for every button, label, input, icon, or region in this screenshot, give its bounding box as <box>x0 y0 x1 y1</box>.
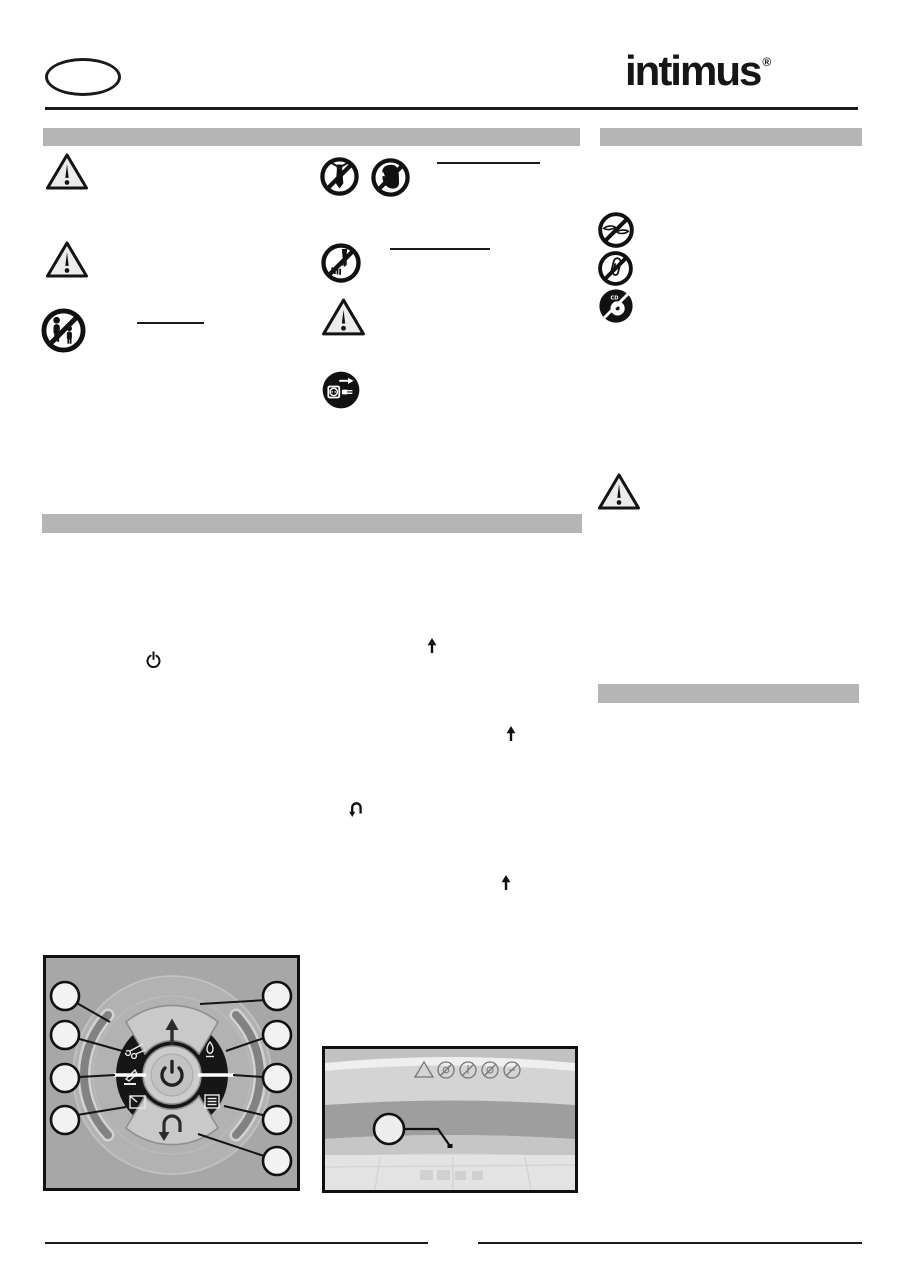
underline-middle-2 <box>390 248 490 250</box>
brand-wordmark: intimus <box>625 47 761 94</box>
reverse-symbol <box>349 800 363 817</box>
power-symbol <box>146 651 161 668</box>
underline-middle-1 <box>437 162 540 164</box>
control-panel-figure <box>43 955 300 1191</box>
slot-callout-circle <box>374 1114 404 1144</box>
callout-1 <box>51 982 79 1010</box>
brand-logo <box>625 47 772 94</box>
svg-text:CD: CD <box>610 295 619 302</box>
callout-3 <box>51 1064 79 1092</box>
header-rule <box>45 107 858 110</box>
feed-slot-figure <box>322 1046 578 1193</box>
power-button <box>143 1046 201 1104</box>
warning-triangle-icon <box>321 296 366 338</box>
section-bar-right-lower <box>598 684 859 703</box>
no-paper-clips-icon <box>597 250 634 287</box>
arrow-up-symbol <box>506 726 516 742</box>
warning-triangle-icon <box>45 151 89 192</box>
underline-left <box>137 322 204 324</box>
warning-triangle-icon <box>45 239 89 280</box>
section-bar-safety <box>43 128 580 146</box>
callout-6 <box>263 1021 291 1049</box>
callout-7 <box>263 1064 291 1092</box>
registered-trademark: ® <box>762 55 772 69</box>
section-bar-operation <box>42 514 582 533</box>
no-long-hair-icon <box>370 157 411 198</box>
footer-rule-right <box>478 1242 862 1244</box>
no-sharp-objects-icon <box>597 211 635 249</box>
footer-rule-left <box>45 1242 428 1244</box>
model-oval-placeholder <box>45 58 121 96</box>
no-children-icon <box>40 307 87 354</box>
callout-8 <box>263 1106 291 1134</box>
no-neckties-icon <box>319 156 360 197</box>
callout-4 <box>51 1106 79 1134</box>
section-bar-right-top <box>600 128 862 146</box>
callout-2 <box>51 1021 79 1049</box>
arrow-up-symbol <box>501 875 511 891</box>
unplug-before-service-icon <box>320 369 362 411</box>
no-cds-icon <box>597 287 635 325</box>
callout-5 <box>263 982 291 1010</box>
callout-9 <box>263 1147 291 1175</box>
no-reach-into-feed-icon <box>320 242 362 284</box>
arrow-up-symbol <box>427 638 437 654</box>
warning-triangle-icon <box>597 471 641 512</box>
